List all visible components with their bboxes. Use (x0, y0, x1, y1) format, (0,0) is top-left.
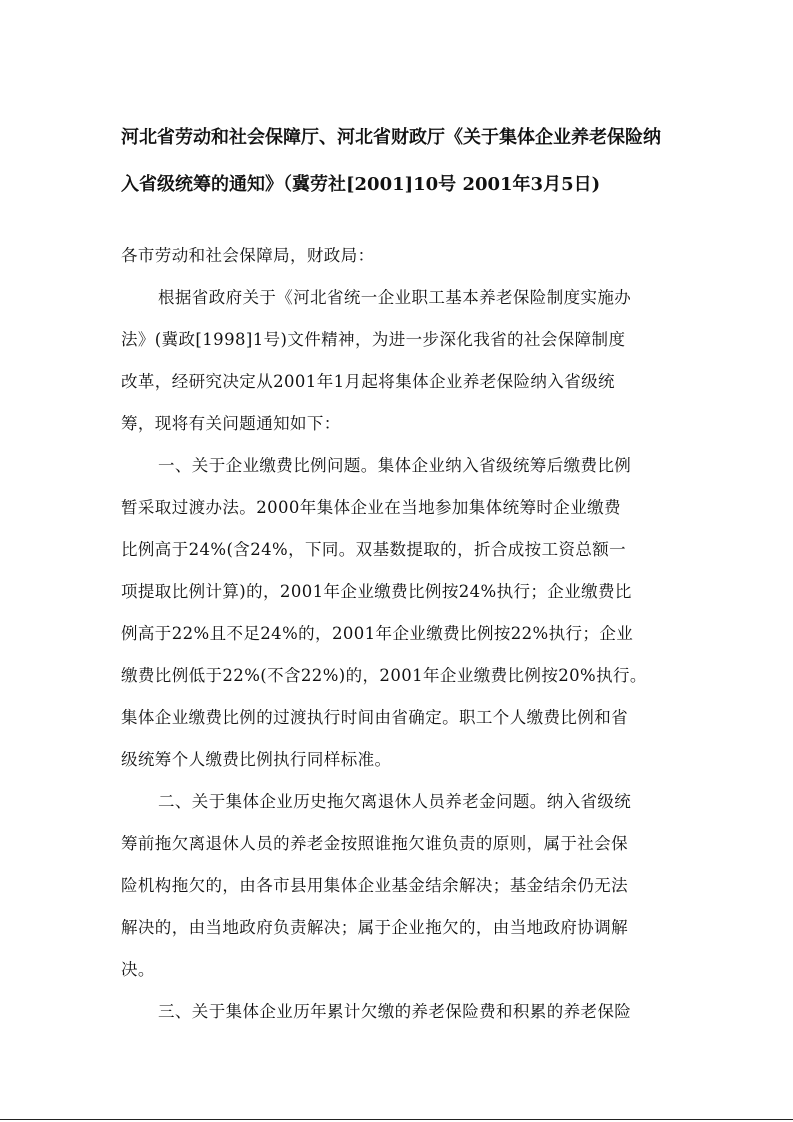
body-line: 法》(冀政[1998]1号)文件精神，为进一步深化我省的社会保障制度 (121, 330, 626, 349)
body-line: 级统筹个人缴费比例执行同样标准。 (121, 750, 392, 769)
document-title-line-1: 河北省劳动和社会保障厅、河北省财政厅《关于集体企业养老保险纳 (121, 127, 661, 148)
document-title-line-2: 入省级统筹的通知》（冀劳社[2001]10号 2001年3月5日) (121, 174, 601, 195)
body-line: 根据省政府关于《河北省统一企业职工基本养老保险制度实施办 (158, 288, 632, 307)
body-line: 比例高于24%(含24%，下同。双基数提取的，折合成按工资总额一 (121, 540, 627, 559)
page-bottom-rule (0, 1119, 793, 1120)
salutation: 各市劳动和社会保障局，财政局： (121, 246, 375, 265)
body-line: 缴费比例低于22%(不含22%)的，2001年企业缴费比例按20%执行。 (121, 666, 647, 685)
body-line: 集体企业缴费比例的过渡执行时间由省确定。职工个人缴费比例和省 (121, 708, 628, 727)
body-line: 项提取比例计算)的，2001年企业缴费比例按24%执行；企业缴费比 (121, 582, 632, 601)
body-line: 改革，经研究决定从2001年1月起将集体企业养老保险纳入省级统 (121, 372, 615, 391)
body-line: 暂采取过渡办法。2000年集体企业在当地参加集体统筹时企业缴费 (121, 498, 621, 517)
section-two-heading: 二、关于集体企业历史拖欠离退休人员养老金问题。纳入省级统 (158, 792, 632, 811)
body-line: 险机构拖欠的，由各市县用集体企业基金结余解决；基金结余仍无法 (121, 876, 628, 895)
body-line: 筹前拖欠离退休人员的养老金按照谁拖欠谁负责的原则，属于社会保 (121, 834, 628, 853)
body-line: 决。 (121, 960, 155, 979)
body-line: 例高于22%且不足24%的，2001年企业缴费比例按22%执行；企业 (121, 624, 634, 643)
body-line: 解决的，由当地政府负责解决；属于企业拖欠的，由当地政府协调解 (121, 918, 628, 937)
body-line: 筹，现将有关问题通知如下： (121, 414, 341, 433)
section-three-heading: 三、关于集体企业历年累计欠缴的养老保险费和积累的养老保险 (158, 1002, 632, 1021)
section-one-heading: 一、关于企业缴费比例问题。集体企业纳入省级统筹后缴费比例 (158, 456, 632, 475)
